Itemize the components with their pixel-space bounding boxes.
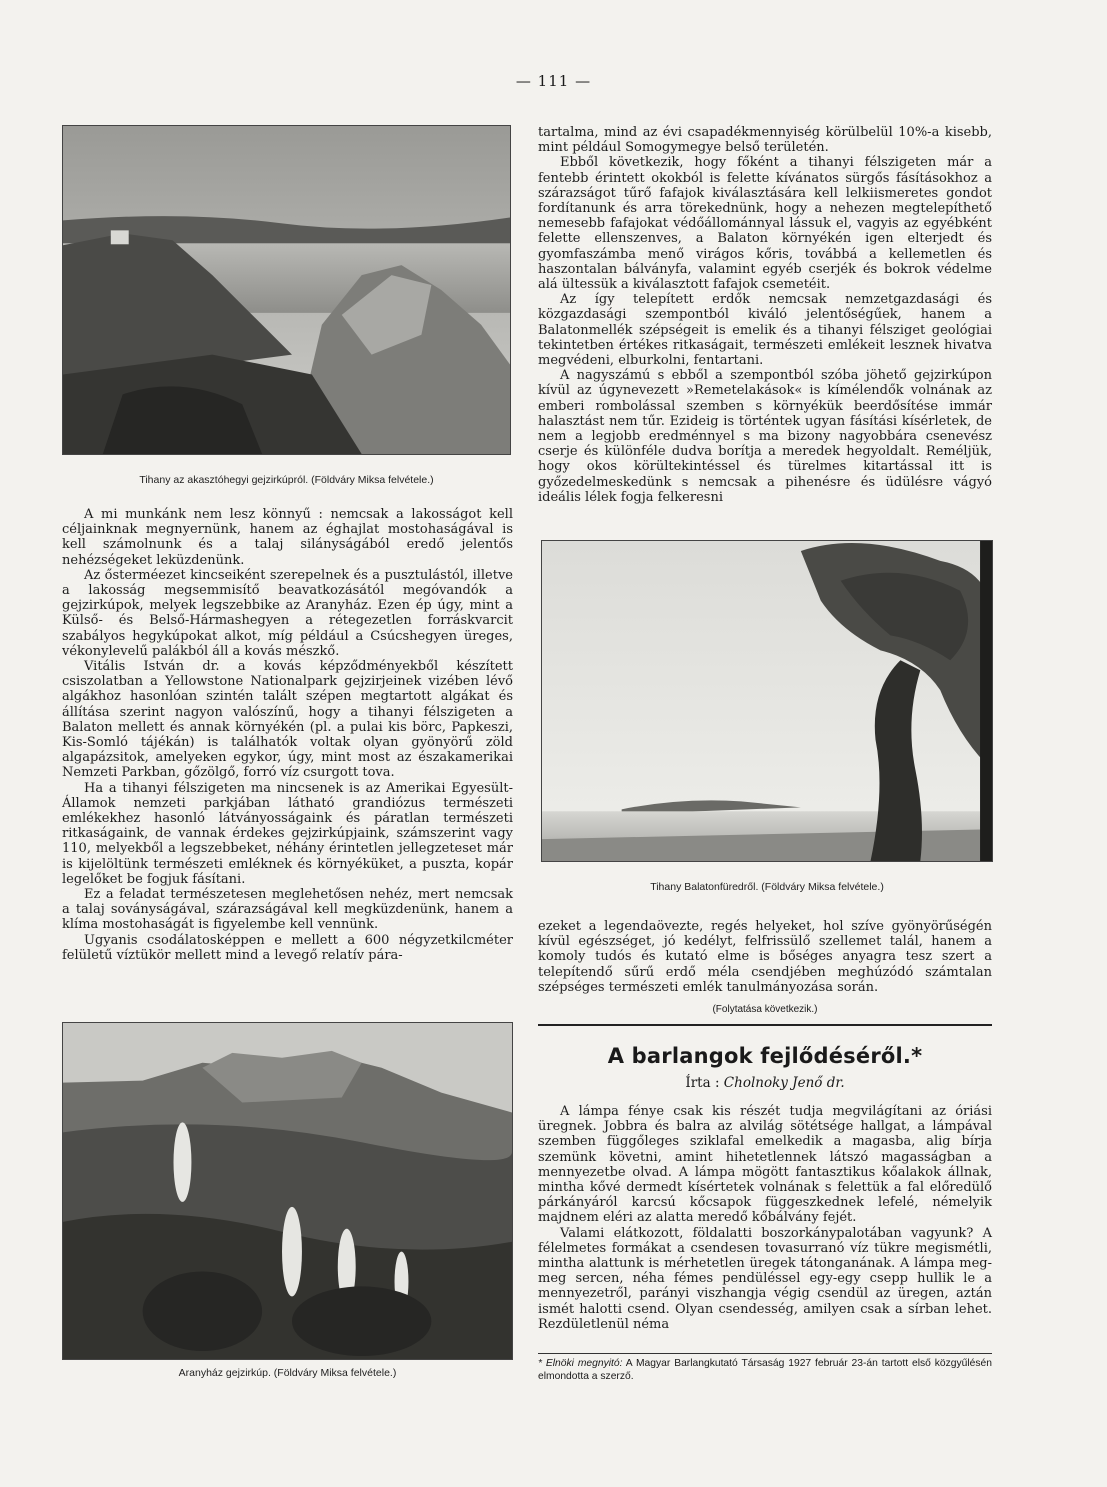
footnote-lead: * Elnöki megnyitó: [538, 1358, 623, 1369]
article-author [538, 1075, 992, 1091]
footnote [538, 1357, 992, 1383]
right-paragraph-4: A nagyszámú s ebből a szempontból szóba jöhető gejzirkúpon kívül az úgynevezett »Remetelakások« is kímélendők volnának az emberi rombolással szemben s környékük beerdősítése immár halasztást nem tűr. Ezideig is történtek ugyan fásítási kísérletek, de nem a legjobb eredménnyel s ma bizony nagyobbára csenevész cserje és különféle dudva borítja a meredek hegyoldalt. Reméljük, hogy okos körültekintéssel és türelmes kitartással itt is győzedelmeskedünk s nemcsak a pihenésre és üdülésre vágyó ideális lélek fogja felkeresni [538, 368, 992, 505]
photo-tihany-balatonfured [541, 540, 993, 862]
caption-fig1: Tihany az akasztóhegyi gejzirkúpról. (Földváry Miksa felvétele.) [139, 474, 434, 486]
left-paragraph-5: Ez a feladat természetesen meglehetősen nehéz, mert nemcsak a talaj soványságával, szárazságával kell megküzdenünk, hanem a klíma mostohaságát is figyelembe kell vennünk. [62, 887, 513, 933]
right-column-mid-text [538, 919, 992, 995]
article-divider [538, 1024, 992, 1026]
left-paragraph-4: Ha a tihanyi félszigeten ma nincsenek is az Amerikai Egyesült-Államok nemzeti parkjában látható grandiózus természeti emlékekhez hasonló látványosságaink és páratlan természeti ritkaságaink, de vannak érdekes gejzirkúpjaink, számszerint vagy 110, melyekből a legszebbeket, néhány érintetlen jellegzeteset már is kijelöltünk természeti emléknek és környéküket, a puszta, kopár legelőket be fogjuk fásítani. [62, 780, 513, 887]
right-column-top-text [538, 125, 992, 505]
left-paragraph-1: A mi munkánk nem lesz könnyű : nemcsak a lakosságot kell céljainknak megnyernünk, hanem az éghajlat mostohaságával is kell számolnunk és a talaj silányságából eredő jelentős nehézségeket leküzdenünk. [62, 507, 513, 568]
author-prefix: Írta : [685, 1075, 720, 1091]
photo-tihany-akasztohegy [62, 125, 511, 455]
left-paragraph-3: Vitális István dr. a kovás képződményekből készített csiszolatban a Yellowstone Nationalpark gejzirjeinek vizében lévő algákhoz hasonlóan szintén talált szépen megtartott algákat és állítása szerint nagyon valószínű, hogy a tihanyi félszigeten a Balaton mellett és annak környékén (pl. a pulai kis börc, Papkeszi, Kis-Somló tájékán) is találhatók voltak olyan gyönyörű zöld algapázsitok, amelyeken egykor, úgy, mint most az északamerikai Nemzeti Parkban, gőzölgő, forró víz csurgott tova. [62, 659, 513, 781]
photo-aranyhaz [62, 1022, 513, 1360]
left-paragraph-2: Az ősterméezet kincseiként szerepelnek és a pusztulástól, illetve a lakosság megsemmisítő beavatkozásától megóvandók a gejzirkúpok, melyek legszebbike az Aranyház. Ezen ép úgy, mint a Külső- és Belső-Hármashegyen a rétegezetlen forráskvarcit szabályos hegykúpokat alkot, míg például a Csúcshegyen üreges, vékonylevelű palákból áll a kovás mészkő. [62, 567, 513, 659]
right-paragraph-3: Az így telepített erdők nemcsak nemzetgazdasági és közgazdasági szempontból kiváló jelentőségűek, hanem a Balatonmellék szépségeit is emelik és a tihanyi félsziget geológiai tekintetben értékes ritkaságait, természeti emlékeit lesznek hivatva megvédeni, elburkolni, fentartani. [538, 292, 992, 369]
page-number: — 111 — [515, 72, 592, 90]
right-paragraph-2: Ebből következik, hogy főként a tihanyi félszigeten már a fentebb érintett okokból is felette kívánatos sürgős fásításokhoz a szárazságot tűrő fafajok kiválasztására kell lelkiismeretes gondot fordítanunk és arra törekednünk, hogy a nehezen megtelepíthető nemesebb fafajokat védőállománnyal lássuk el, vagyis az egyébként felette ellenszenves, a Balaton környékén igen elterjedt és gyomfaszámba menő virágos kőris, továbbá a kellemetlen és haszontalan bálványfa, valamint egyéb cserjék és bokrok védelme alá ültessük a kiválasztott fafajok csemetéit. [538, 155, 992, 293]
left-paragraph-6: Ugyanis csodálatosképpen e mellett a 600 négyzetkilcméter felületű víztükör mellett mind a levegő relatív pára- [62, 932, 513, 963]
caption-fig2: Tihany Balatonfüredről. (Földváry Miksa felvétele.) [650, 881, 884, 893]
left-column-text [62, 507, 513, 963]
caption-fig3: Aranyház gejzirkúp. (Földváry Miksa felvétele.) [178, 1367, 397, 1379]
right-paragraph-1: tartalma, mind az évi csapadékmennyiség körülbelül 10%-a kisebb, mint például Somogymegye belső területén. [538, 125, 992, 156]
article-paragraph-2: Valami elátkozott, földalatti boszorkánypalotában vagyunk? A félelmetes formákat a csendesen tovasurranó víz tükre megismétli, mintha alattunk is mérhetetlen üregek tátonganának. A lámpa meg-meg sercen, néha fémes pendüléssel egy-egy csepp hullik le a mennyezetről, parányi viszhangja végig csendül az üregen, aztán ismét halotti csend. Olyan csendesség, amilyen csak a sírban lehet. Rezdületlenül néma [538, 1225, 992, 1332]
right-paragraph-5: ezeket a legendaövezte, regés helyeket, hol szíve gyönyörűségén kívül egészséget, jó kedélyt, felfrissülő szellemet talál, hanem a komoly tudós és kutató elme is bőséges anyagra tesz szert a telepítendő sűrű erdő méla csendjében meghúzódó számtalan szépséges természeti emlék tanulmányozása során. [538, 919, 992, 995]
article-paragraph-1: A lámpa fénye csak kis részét tudja megvilágítani az óriási üregnek. Jobbra és balra az alvilág sötétsége hallgat, a lámpával szemben függőleges sziklafal emelkedik a magasba, alig bírja szemünk követni, amint hihetetlennek látszó magasságban a mennyezetbe olvad. A lámpa mögött fantasztikus kőalakok állnak, mintha kővé dermedt kísértetek volnának s felettük a fal előredülő párkányáról karcsú kőcsapok függeszkednek lefelé, némelyik majdnem eléri az alatta meredő kőbálvány fejét. [538, 1104, 992, 1226]
article-title: A barlangok fejlődéséről.* [607, 1044, 923, 1068]
article-body [538, 1104, 992, 1332]
footnote-rule [538, 1353, 992, 1354]
continuation-note: (Folytatása következik.) [712, 1004, 818, 1015]
footnote-text: A Magyar Barlangkutató Társaság 1927 február 23-án tartott első közgyűlésén elmondotta a szerző. [538, 1358, 993, 1382]
author-name: Cholnoky Jenő dr. [723, 1075, 845, 1091]
